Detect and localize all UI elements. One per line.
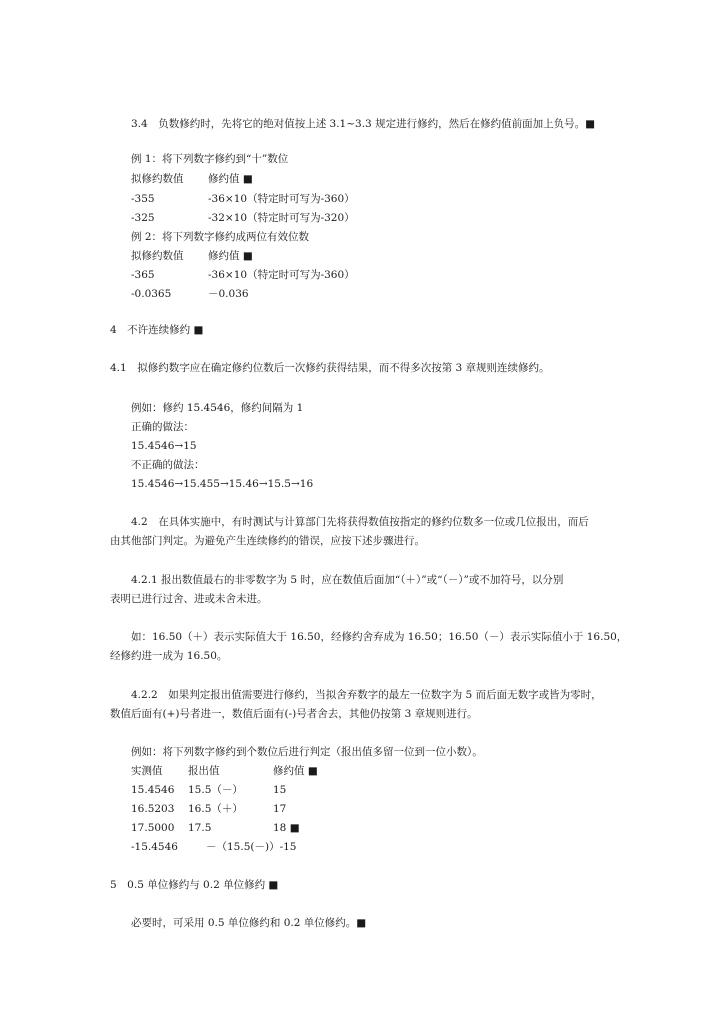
section-4-1: 4.1 拟修约数字应在确定修约位数后一次修约获得结果，而不得多次按第 3 章规则连续修约。 bbox=[110, 362, 550, 374]
example-3-line-4: 不正确的做法： bbox=[131, 459, 205, 471]
example-2-header-col1: 拟修约数值 bbox=[131, 250, 184, 262]
example-5-row-3-col1: 17.5000 bbox=[131, 822, 175, 834]
example-5-row-2-col2: 16.5（＋） bbox=[188, 803, 243, 815]
example-5-row-2-col3: 17 bbox=[273, 803, 287, 815]
section-5-heading: 5 0.5 单位修约与 0.2 单位修约 ■ bbox=[110, 879, 279, 891]
example-1-row-1-col2: -36×10（特定时可写为-360） bbox=[208, 193, 355, 205]
section-4-2-2-line-2: 数值后面有(+)号者进一，数值后面有(-)号者舍去，其他仍按第 3 章规则进行。 bbox=[110, 708, 478, 720]
example-1-row-2-col1: -325 bbox=[131, 212, 155, 224]
example-5-row-1-col3: 15 bbox=[273, 784, 287, 796]
example-5-header-col2: 报出值 bbox=[188, 765, 220, 777]
section-3-4: 3.4 负数修约时，先将它的绝对值按上述 3.1~3.3 规定进行修约，然后在修约值前面加上负号。■ bbox=[131, 118, 595, 130]
example-5-row-3-col2: 17.5 bbox=[188, 822, 212, 834]
example-2-row-1-col1: -365 bbox=[131, 269, 155, 281]
example-5-row-3-col3: 18 ■ bbox=[273, 822, 300, 834]
example-4-line-2: 经修约进一成为 16.50。 bbox=[110, 650, 228, 662]
example-5-row-4-col2: －（15.5(－)）-15 bbox=[206, 841, 297, 853]
example-2-row-1-col2: -36×10（特定时可写为-360） bbox=[208, 269, 355, 281]
section-4-2-2-line-1: 4.2.2 如果判定报出值需要进行修约，当拟舍弃数字的最左一位数字为 5 而后面无数字或皆为零时， bbox=[131, 689, 602, 701]
section-5-body: 必要时，可采用 0.5 单位修约和 0.2 单位修约。■ bbox=[131, 917, 367, 929]
example-1-header-col2: 修约值 ■ bbox=[208, 173, 253, 185]
example-3-line-3: 15.4546→15 bbox=[131, 440, 197, 452]
example-2-header-col2: 修约值 ■ bbox=[208, 250, 253, 262]
example-5-row-1-col1: 15.4546 bbox=[131, 784, 175, 796]
example-5-row-2-col1: 16.5203 bbox=[131, 803, 175, 815]
section-4-2-line-1: 4.2 在具体实施中，有时测试与计算部门先将获得数值按指定的修约位数多一位或几位报出，而后 bbox=[131, 516, 589, 528]
section-4-2-line-2: 由其他部门判定。为避免产生连续修约的错误，应按下述步骤进行。 bbox=[110, 535, 425, 547]
example-5-row-1-col2: 15.5（－） bbox=[188, 784, 243, 796]
example-1-header-col1: 拟修约数值 bbox=[131, 173, 184, 185]
example-5-title: 例如：将下列数字修约到个数位后进行判定（报出值多留一位到一位小数）。 bbox=[131, 746, 483, 758]
example-5-row-4-col1: -15.4546 bbox=[131, 841, 178, 853]
section-4-2-1-line-2: 表明已进行过舍、进或未舍未进。 bbox=[110, 593, 268, 605]
example-5-header-col3: 修约值 ■ bbox=[273, 765, 318, 777]
example-3-line-1: 例如：修约 15.4546，修约间隔为 1 bbox=[131, 402, 304, 414]
example-1-row-1-col1: -355 bbox=[131, 193, 155, 205]
section-4-2-1-line-1: 4.2.1 报出数值最右的非零数字为 5 时，应在数值后面加“（＋）”或“（－）”或不加符号，以分别 bbox=[131, 574, 564, 586]
example-2-row-2-col2: －0.036 bbox=[208, 288, 249, 300]
example-4-line-1: 如：16.50（＋）表示实际值大于 16.50，经修约舍弃成为 16.50；16.50（－）表示实际值小于 16.50， bbox=[131, 631, 628, 643]
example-5-header-col1: 实测值 bbox=[131, 765, 163, 777]
example-1-row-2-col2: -32×10（特定时可写为-320） bbox=[208, 212, 355, 224]
example-2-title: 例 2：将下列数字修约成两位有效位数 bbox=[131, 231, 310, 243]
section-4-heading: 4 不许连续修约 ■ bbox=[110, 324, 204, 336]
example-2-row-2-col1: -0.0365 bbox=[131, 288, 172, 300]
example-3-line-2: 正确的做法： bbox=[131, 421, 194, 433]
example-3-line-5: 15.4546→15.455→15.46→15.5→16 bbox=[131, 478, 314, 490]
example-1-title: 例 1：将下列数字修约到“十”数位 bbox=[131, 153, 289, 165]
